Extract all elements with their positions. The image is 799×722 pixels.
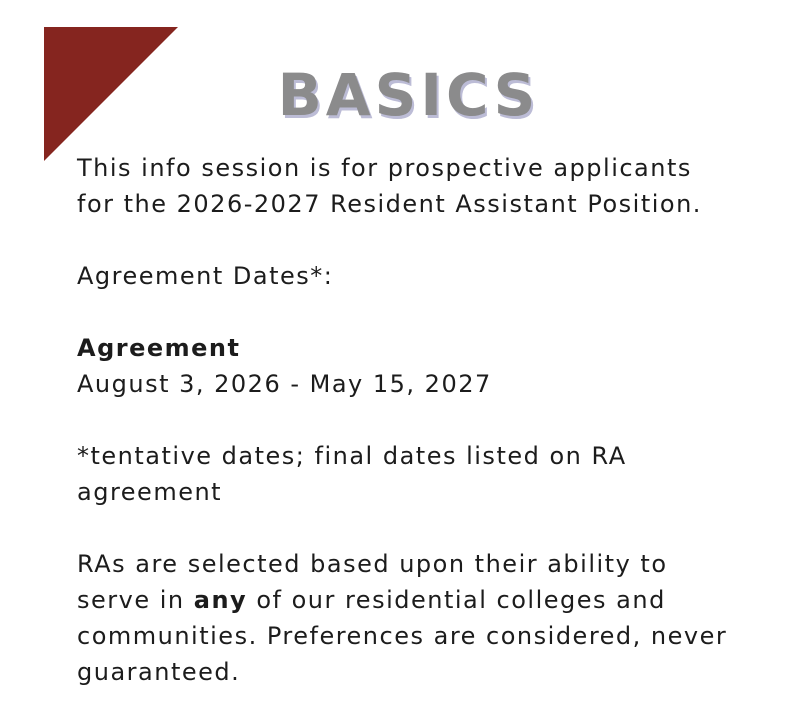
agreement-dates-label: Agreement Dates*: xyxy=(77,262,334,290)
note-line-1: *tentative dates; final dates listed on RA xyxy=(77,442,627,470)
selection-line-2 xyxy=(77,582,767,618)
page-title: BASICS xyxy=(277,61,540,129)
selection-line-3: communities. Preferences are considered, never xyxy=(77,622,728,650)
selection-line-4: guaranteed. xyxy=(77,658,241,686)
selection-line-2-post: of our residential colleges and xyxy=(247,586,666,614)
selection-line-2-pre: serve in xyxy=(77,586,194,614)
agreement-title: Agreement xyxy=(77,334,241,362)
intro-line-1: This info session is for prospective applicants xyxy=(77,154,692,182)
content-body xyxy=(77,150,767,690)
selection-line-1: RAs are selected based upon their ability to xyxy=(77,550,668,578)
intro-line-2: for the 2026-2027 Resident Assistant Position. xyxy=(77,190,702,218)
selection-emphasis-any: any xyxy=(193,586,248,614)
note-line-2: agreement xyxy=(77,478,223,506)
agreement-dates: August 3, 2026 - May 15, 2027 xyxy=(77,370,492,398)
